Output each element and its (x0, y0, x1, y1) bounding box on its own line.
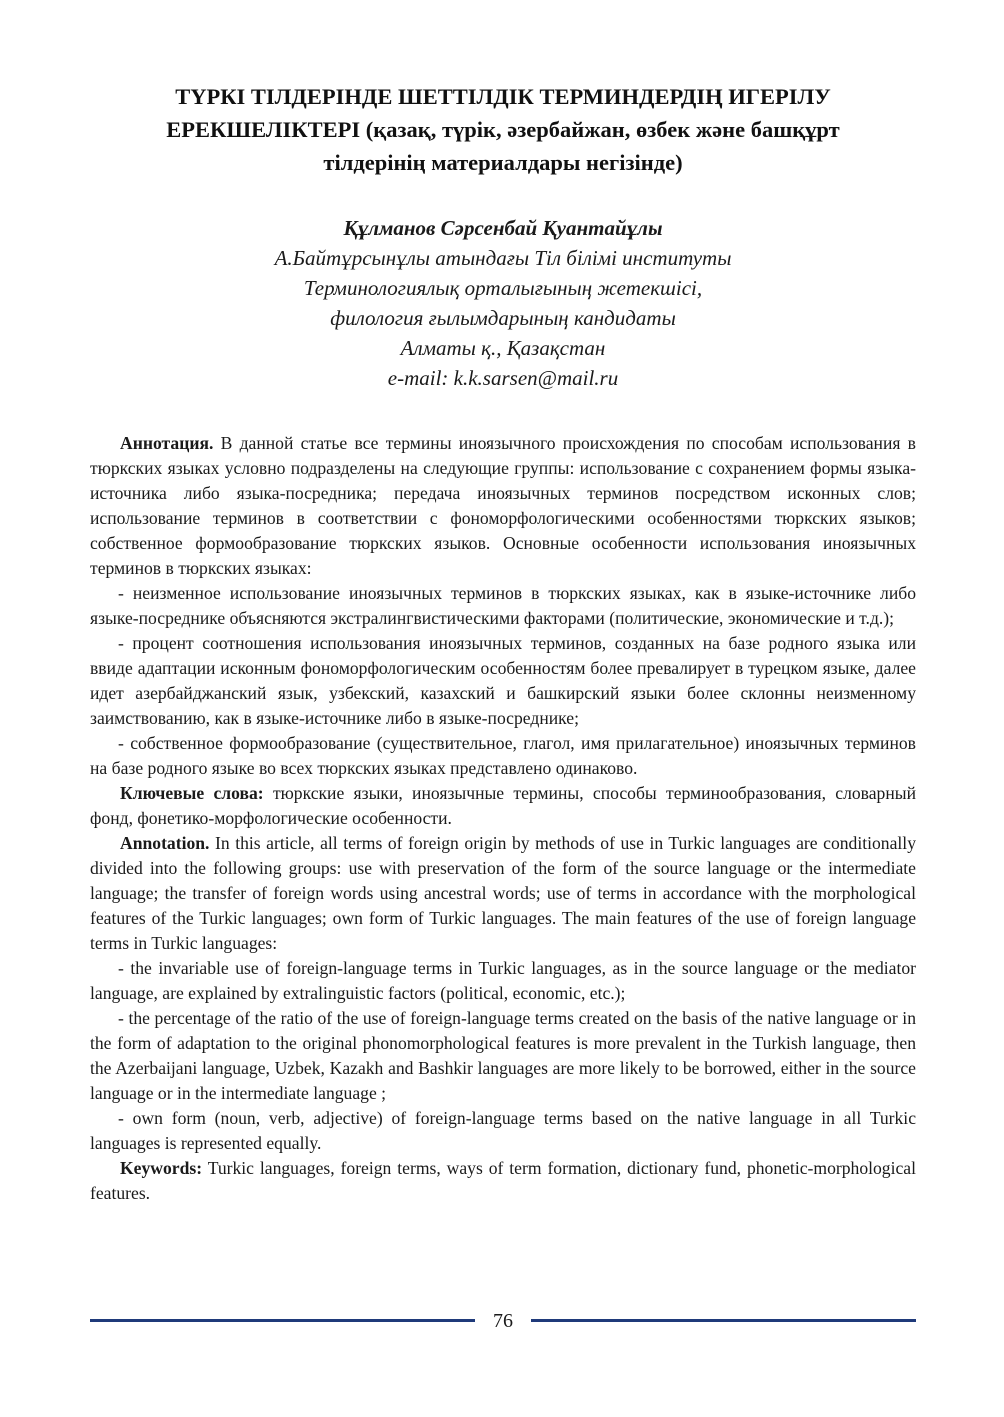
annotation-en-item-1: - the invariable use of foreign-language terms in Turkic languages, as in the source language or the mediator language, are explained by extralinguistic factors (political, economic, etc.); (90, 958, 916, 1003)
footer-rule-left (90, 1319, 475, 1322)
author-email: e-mail: k.k.sarsen@mail.ru (387, 366, 619, 390)
annotation-en-text: In this article, all terms of foreign origin by methods of use in Turkic languages are conditionally divided into the following groups: use with preservation of the form of the source language or the intermediate language; the transfer of foreign words using ancestral words; use of terms in accordance with the morphological features of the Turkic languages; own form of Turkic languages. The main features of the use of foreign language terms in Turkic languages: (90, 833, 916, 953)
author-block (90, 213, 916, 393)
article-title (90, 80, 916, 179)
page-number: 76 (493, 1310, 513, 1332)
annotation-en (90, 831, 916, 956)
keywords-ru-text: тюркские языки, иноязычные термины, способы терминообразования, словарный фонд, фонетико-морфологические особенности. (90, 783, 916, 828)
title-line-1: ТҮРКІ ТІЛДЕРІНДЕ ШЕТТІЛДІК ТЕРМИНДЕРДІҢ ИГЕРІЛУ (175, 84, 831, 109)
author-affiliation-1: А.Байтұрсынұлы атындағы Тіл білімі институты (274, 246, 732, 270)
author-name: Құлманов Сәрсенбай Қуантайұлы (343, 216, 663, 240)
footer-rule-right (531, 1319, 916, 1322)
page-footer (90, 1306, 916, 1336)
annotation-en-item-3: - own form (noun, verb, adjective) of foreign-language terms based on the native language in all Turkic languages is represented equally. (90, 1108, 916, 1153)
keywords-en (90, 1156, 916, 1206)
title-line-2: ЕРЕКШЕЛІКТЕРІ (қазақ, түрік, әзербайжан, өзбек және башқұрт (166, 117, 840, 142)
keywords-en-text: Turkic languages, foreign terms, ways of term formation, dictionary fund, phonetic-morphological features. (90, 1158, 916, 1203)
keywords-ru-label: Ключевые слова: (120, 783, 264, 803)
keywords-en-label: Keywords: (120, 1158, 203, 1178)
annotation-ru-text: В данной статье все термины иноязычного происхождения по способам использования в тюркских языках условно подразделены на следующие группы: использование с сохранением формы языка-источника либо языка-посредника; передача иноязычных терминов посредством исконных слов; использование терминов в соответствии с фономорфологическими особенностями тюркских языков; собственное формообразование тюркских языков. Основные особенности использования иноязычных терминов в тюркских языках: (90, 433, 916, 578)
author-degree: филология ғылымдарының кандидаты (330, 306, 676, 330)
annotation-ru-item-2: - процент соотношения использования иноязычных терминов, созданных на базе родного языка или ввиде адаптации исконным фономорфологическим особенностям более превалирует в турецком языке, далее идет азербайджанский язык, узбекский, казахский и башкирский языки более склонны неизменному заимствованию, как в языке-источнике либо в языке-посреднике; (90, 633, 916, 728)
title-line-3: тілдерінің материалдары негізінде) (323, 150, 683, 175)
annotation-en-item-2: - the percentage of the ratio of the use of foreign-language terms created on the basis of the native language or in the form of adaptation to the original phonomorphological features is more prevalent in the Turkish language, then the Azerbaijani language, Uzbek, Kazakh and Bashkir languages are more likely to be borrowed, either in the source language or in the intermediate language ; (90, 1008, 916, 1103)
annotation-ru-item-1: - неизменное использование иноязычных терминов в тюркских языках, как в языке-источнике либо языке-посреднике объясняются экстралингвистическими факторами (политические, экономические и т.д.); (90, 583, 916, 628)
keywords-ru (90, 781, 916, 831)
abstract-section (90, 431, 916, 1206)
annotation-ru (90, 431, 916, 581)
article-page (90, 80, 916, 1206)
author-affiliation-2: Терминологиялық орталығының жетекшісі, (303, 276, 703, 300)
annotation-ru-item-3: - собственное формообразование (существительное, глагол, имя прилагательное) иноязычных терминов на базе родного языке во всех тюркских языках представлено одинаково. (90, 733, 916, 778)
annotation-ru-label: Аннотация. (120, 433, 214, 453)
author-city: Алматы қ., Қазақстан (400, 336, 606, 360)
annotation-en-label: Annotation. (120, 833, 210, 853)
